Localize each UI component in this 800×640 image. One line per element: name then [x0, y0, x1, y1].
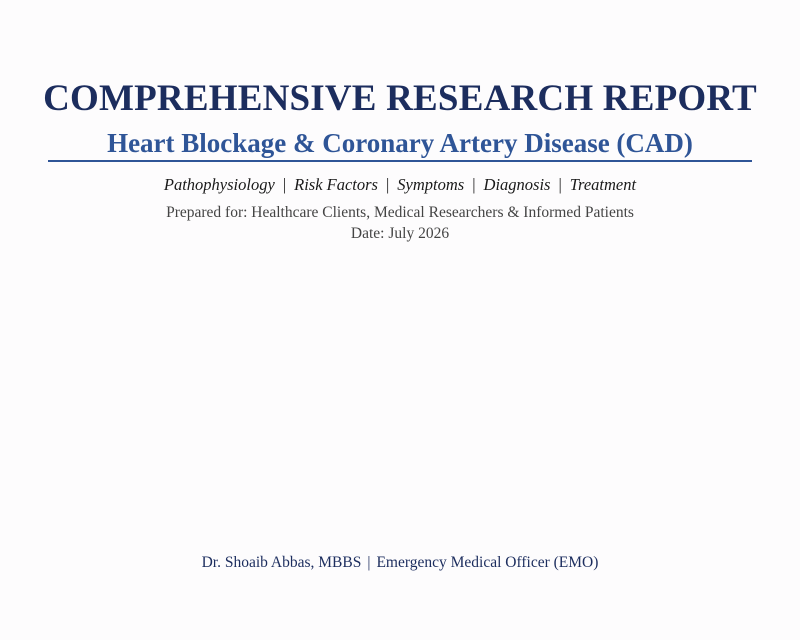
author-line	[0, 553, 800, 573]
report-subtitle: Heart Blockage & Coronary Artery Disease (CAD)	[107, 128, 693, 158]
report-date: Date: July 2026	[350, 225, 450, 242]
topic-item: Diagnosis	[483, 175, 551, 194]
author-role: Emergency Medical Officer (EMO)	[376, 554, 599, 571]
title-divider	[48, 160, 752, 162]
author-name: Dr. Shoaib Abbas, MBBS	[201, 554, 362, 571]
author-separator: |	[367, 554, 371, 571]
topic-item: Symptoms	[397, 175, 465, 194]
topic-separator: |	[385, 175, 390, 194]
topics-line	[0, 174, 800, 196]
topic-separator: |	[558, 175, 562, 194]
topic-item: Treatment	[569, 175, 637, 194]
report-title: COMPREHENSIVE RESEARCH REPORT	[43, 78, 757, 119]
topic-separator: |	[472, 175, 476, 194]
prepared-for-line: Prepared for: Healthcare Clients, Medical Researchers & Informed Patients	[166, 204, 634, 221]
topic-item: Pathophysiology	[163, 175, 275, 194]
topic-separator: |	[282, 175, 287, 194]
topic-item: Risk Factors	[294, 175, 378, 194]
